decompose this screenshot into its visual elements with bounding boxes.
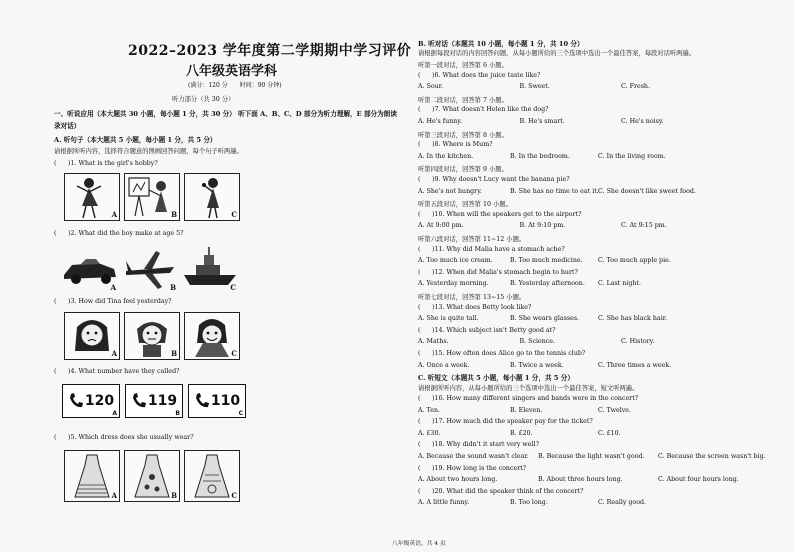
- question-item: ( )20. What did the speaker think of the concert?: [418, 487, 584, 495]
- answer-option[interactable]: B. Because the light wasn't good.: [538, 453, 645, 460]
- label-a: A: [112, 410, 117, 417]
- answer-option[interactable]: A. She is quite tall.: [418, 315, 479, 323]
- label-b: B: [171, 349, 177, 358]
- q5-option-a-dress[interactable]: [64, 450, 120, 502]
- q2-option-c-ship[interactable]: [182, 245, 238, 293]
- answer-option[interactable]: C. She doesn't like sweet food.: [598, 187, 696, 195]
- question-item: ( )14. Which subject isn't Betty good at?: [418, 326, 556, 334]
- question-4: ( )4. What number have they called?: [54, 368, 180, 375]
- answer-option[interactable]: A. At 9:00 pm.: [418, 222, 464, 230]
- answer-option[interactable]: A. Yesterday morning.: [418, 280, 489, 288]
- label-b: B: [171, 491, 177, 500]
- section1-heading: 一、听说应用（本大题共 30 小题，每小题 1 分，共 30 分） 听下面 A、B、C、D 部分为听力理解，E 部分为朗读: [54, 110, 397, 118]
- part-b-instruction: 请根据每段对话的内容回答问题，从每小题所给的三个选项中选出一个最佳答案，每段对话听两遍。: [418, 50, 696, 57]
- q1-option-c-singing-girl[interactable]: [184, 173, 240, 221]
- phone-number-c: 110: [210, 393, 241, 409]
- q1-option-a-dancing-girl[interactable]: [64, 173, 120, 221]
- q4-pictures: [62, 384, 246, 418]
- question-item: ( )8. Where is Mum?: [418, 141, 493, 149]
- answer-option[interactable]: C. Because the screen wasn't big.: [658, 453, 766, 460]
- answer-option[interactable]: C. Fresh.: [621, 83, 650, 91]
- q5-option-b-dress[interactable]: [124, 450, 180, 502]
- answer-option[interactable]: B. At 9:10 pm.: [519, 222, 566, 230]
- label-b: B: [171, 210, 177, 219]
- label-b: B: [175, 410, 180, 417]
- label-a: A: [111, 210, 117, 219]
- phone-icon: [131, 392, 147, 410]
- answer-option[interactable]: A. In the kitchen.: [418, 152, 474, 160]
- q3-option-b-face[interactable]: [124, 312, 180, 360]
- q4-option-c-phone[interactable]: [188, 384, 246, 418]
- listening-part-heading: 听力部分（共 30 分）: [172, 96, 235, 103]
- question-item: ( )18. Why didn't it start very well?: [418, 441, 539, 449]
- part-c-heading: C. 听短文（本题共 5 小题，每小题 1 分，共 5 分）: [418, 374, 574, 382]
- answer-option[interactable]: C. Last night.: [598, 280, 641, 288]
- answer-option[interactable]: B. £20.: [510, 429, 533, 437]
- score-time: (满分：120 分 时间：90 分钟): [188, 82, 282, 89]
- question-item: ( )17. How much did the speaker pay for the ticket?: [418, 418, 593, 426]
- answer-option[interactable]: A. Sour.: [418, 83, 444, 91]
- q3-option-c-happy-face[interactable]: [184, 312, 240, 360]
- q3-option-a-sad-face[interactable]: [64, 312, 120, 360]
- answer-option[interactable]: A. About two hours long.: [418, 476, 498, 484]
- dialogue-intro: 听第五段对话，回答第 10 小题。: [418, 201, 512, 209]
- answer-option[interactable]: B. Eleven.: [510, 406, 543, 414]
- question-item: ( )7. What doesn't Helen like the dog?: [418, 106, 549, 114]
- question-3: ( )3. How did Tina feel yesterday?: [54, 298, 172, 305]
- answer-option[interactable]: B. Science.: [519, 338, 556, 346]
- answer-option[interactable]: A. A little funny.: [418, 499, 470, 507]
- answer-option[interactable]: A. She's not hungry.: [418, 187, 482, 195]
- q2-option-b-plane[interactable]: [122, 245, 178, 293]
- q4-option-b-phone[interactable]: [125, 384, 183, 418]
- question-item: ( )9. Why doesn't Lucy want the banana pie?: [418, 176, 570, 183]
- dialogue-intro: 听第一段对话，回答第 6 小题。: [418, 62, 508, 69]
- answer-option[interactable]: A. He's funny.: [418, 118, 462, 125]
- answer-option[interactable]: C. Three times a week.: [598, 361, 672, 369]
- phone-icon: [68, 392, 84, 410]
- answer-option[interactable]: B. Too long.: [510, 499, 548, 507]
- exam-title: 2022–2023 学年度第二学期期中学习评价: [128, 43, 412, 59]
- answer-option[interactable]: C. Twelve.: [598, 406, 631, 414]
- dialogue-intro: 听第四段对话，回答第 9 小题。: [418, 166, 508, 174]
- question-item: ( )6. What does the juice taste like?: [418, 71, 541, 79]
- answer-option[interactable]: C. Too much apple pie.: [598, 257, 671, 265]
- phone-number-b: 119: [147, 393, 178, 409]
- q3-pictures: [64, 312, 240, 360]
- answer-option[interactable]: C. At 9:15 pm.: [621, 222, 667, 230]
- q1-pictures: [64, 173, 240, 221]
- dialogue-intro: 听第六段对话，回答第 11~12 小题。: [418, 236, 526, 243]
- label-b: B: [170, 283, 176, 292]
- answer-option[interactable]: A. Ten.: [418, 406, 441, 414]
- label-a: A: [111, 349, 117, 358]
- dialogue-intro: 听第三段对话，回答第 8 小题。: [418, 131, 508, 139]
- label-c: C: [231, 210, 237, 219]
- q1-option-b-painting-girl[interactable]: [124, 173, 180, 221]
- answer-option[interactable]: A. £30.: [418, 429, 441, 437]
- answer-option[interactable]: B. She has no time to eat it.: [510, 187, 599, 195]
- answer-option[interactable]: C. Really good.: [598, 499, 647, 507]
- q5-pictures: [64, 450, 240, 502]
- label-a: A: [111, 491, 117, 500]
- answer-option[interactable]: C. In the living room.: [598, 152, 666, 160]
- part-a-instruction: 请根据所听内容，选择符合题意的图画回答问题，每个句子听两遍。: [54, 148, 243, 155]
- answer-option[interactable]: C. History.: [621, 338, 655, 346]
- question-1: ( )1. What is the girl's hobby?: [54, 160, 158, 167]
- answer-option[interactable]: B. Too much medicine.: [510, 257, 583, 265]
- answer-option[interactable]: A. Maths.: [418, 338, 449, 346]
- answer-option[interactable]: B. Sweet.: [519, 83, 550, 91]
- answer-option[interactable]: C. About four hours long.: [658, 476, 739, 484]
- exam-subject: 八年级英语学科: [186, 64, 278, 79]
- answer-option[interactable]: A. Too much ice cream.: [418, 257, 493, 265]
- label-c: C: [231, 491, 237, 500]
- question-item: ( )16. How many different singers and bands were in the concert?: [418, 395, 639, 402]
- question-item: ( )12. When did Malia's stomach begin to hurt?: [418, 268, 578, 276]
- answer-option[interactable]: A. Once a week.: [418, 361, 470, 369]
- answer-option[interactable]: A. Because the sound wasn't clear.: [418, 453, 529, 460]
- label-c: C: [231, 349, 237, 358]
- q2-option-a-car[interactable]: [62, 245, 118, 293]
- question-item: ( )19. How long is the concert?: [418, 464, 527, 472]
- question-2: ( )2. What did the boy make at age 5?: [54, 230, 184, 237]
- question-item: ( )13. What does Betty look like?: [418, 303, 532, 311]
- answer-option[interactable]: C. She has black hair.: [598, 315, 668, 323]
- part-c-instruction: 请根据所听内容，从每小题所给的三个选项中选出一个最佳答案，短文听两遍。: [418, 385, 639, 392]
- part-b-heading: B. 听对话（本题共 10 小题，每小题 1 分，共 10 分）: [418, 40, 584, 48]
- answer-option[interactable]: B. About three hours long.: [538, 476, 623, 484]
- phone-number-a: 120: [84, 393, 115, 409]
- answer-option[interactable]: C. He's noisy.: [621, 118, 664, 125]
- q5-option-c-dress[interactable]: [184, 450, 240, 502]
- label-c: C: [238, 410, 243, 417]
- answer-option[interactable]: B. Twice a week.: [510, 361, 564, 369]
- label-a: A: [110, 283, 116, 292]
- q2-pictures: [62, 245, 238, 293]
- part-a-heading: A. 听句子（本大题共 5 小题，每小题 1 分，共 5 分）: [54, 136, 217, 144]
- question-item: ( )15. How often does Alice go to the tennis club?: [418, 350, 586, 357]
- question-5: ( )5. Which dress does she usually wear?: [54, 434, 194, 441]
- q4-option-a-phone[interactable]: [62, 384, 120, 418]
- dialogue-intro: 听第二段对话，回答第 7 小题。: [418, 96, 508, 104]
- page-footer: 八年级英语，共 4 页: [392, 541, 446, 547]
- answer-option[interactable]: B. He's smart.: [519, 118, 565, 125]
- label-c: C: [230, 283, 236, 292]
- answer-option[interactable]: B. Yesterday afternoon.: [510, 280, 585, 288]
- answer-option[interactable]: C. £10.: [598, 429, 621, 437]
- phone-icon: [194, 392, 210, 410]
- dialogue-intro: 听第七段对话，回答第 13~15 小题。: [418, 294, 526, 301]
- answer-option[interactable]: B. She wears glasses.: [510, 315, 580, 323]
- section1-heading-cont: 录对话）: [54, 122, 81, 130]
- answer-option[interactable]: B. In the bedroom.: [510, 152, 570, 160]
- question-item: ( )11. Why did Malia have a stomach ache?: [418, 245, 565, 253]
- question-item: ( )10. When will the speakers get to the airport?: [418, 210, 582, 218]
